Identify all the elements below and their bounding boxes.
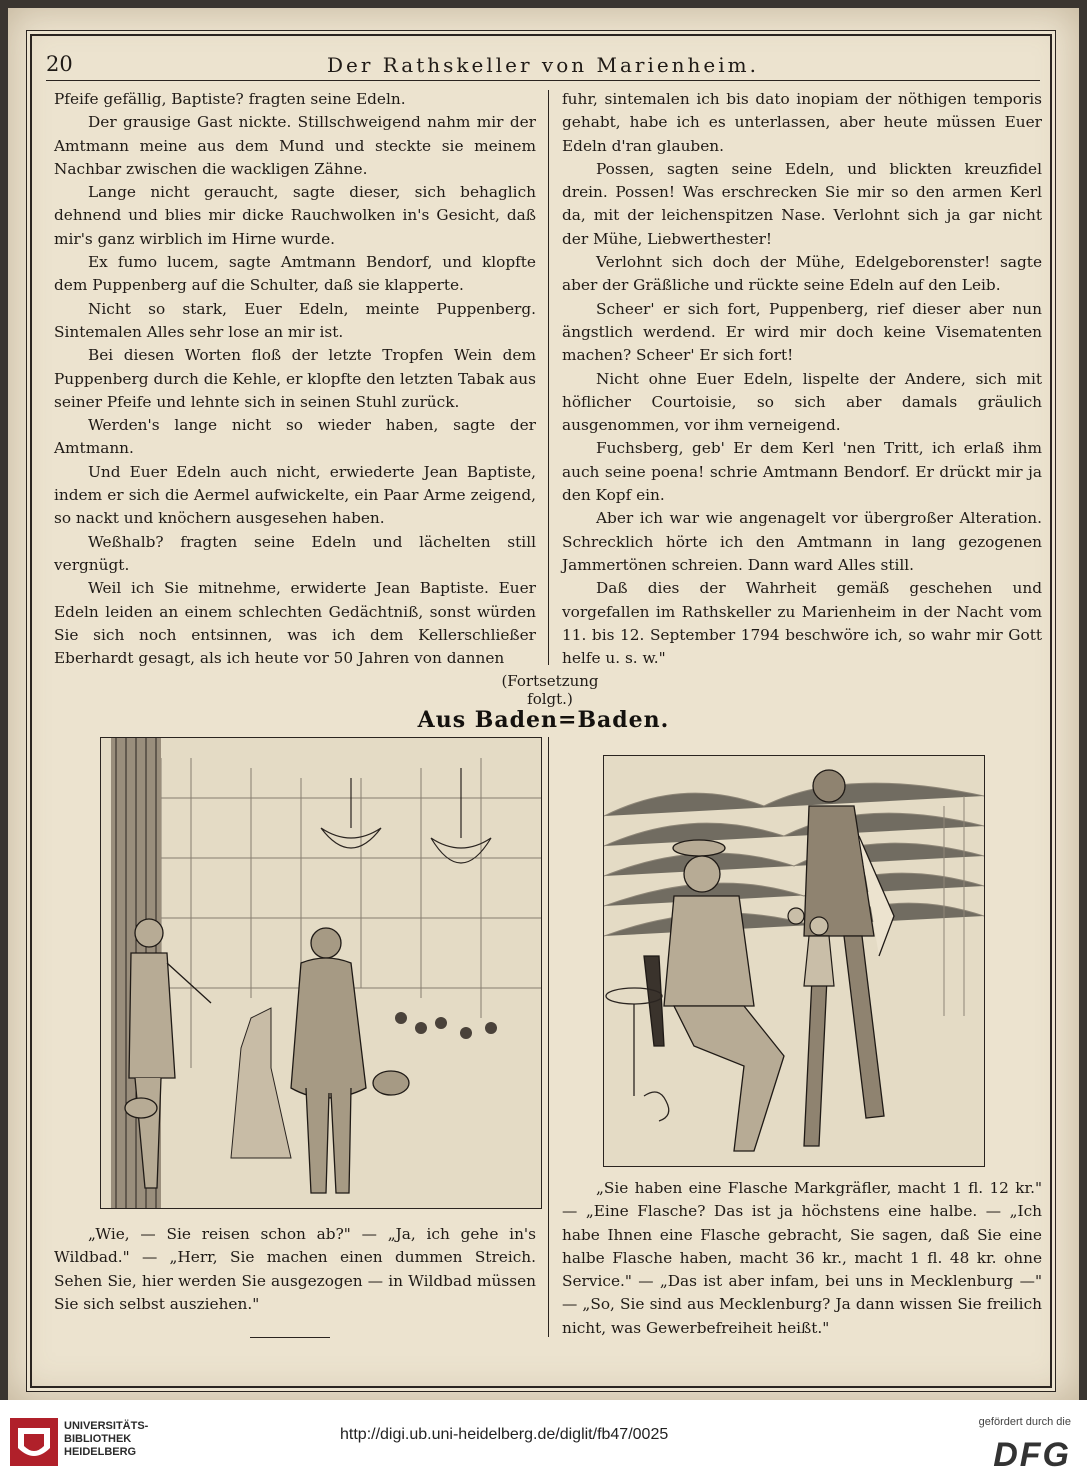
continuation-note: (Fortsetzung folgt.)	[501, 672, 599, 708]
paragraph: Werden's lange nicht so wieder haben, sagte der Amtmann.	[54, 416, 536, 458]
paragraph: Nicht so stark, Euer Edeln, meinte Puppenberg. Sintemalen Alles sehr lose an mir ist.	[54, 299, 536, 341]
paragraph: Weßhalb? fragten seine Edeln und lächelten still vergnügt.	[54, 532, 536, 574]
paragraph: Fuchsberg, geb' Er dem Kerl 'nen Tritt, ich erlaß ihm auch seine poena! schrie Amtmann Bendorf. Er drückt mir ja den Kopf ein.	[562, 439, 1042, 505]
paragraph: Nicht ohne Euer Edeln, lispelte der Andere, sich mit höflicher Courtoisie, so sich aber damals gräulich ausgenommen, vor ihm verneigend.	[562, 369, 1042, 435]
page-header	[46, 50, 1040, 81]
left-text-column	[54, 88, 536, 670]
paragraph: Daß dies der Wahrheit gemäß geschehen und vorgefallen im Rathskeller zu Marienheim in der Nacht vom 11. bis 12. September 1794 beschwöre ich, so wahr mir Gott helfe u. s. w."	[562, 579, 1042, 668]
illustration-waiter	[603, 755, 985, 1167]
right-text-column	[562, 88, 1042, 670]
paragraph: Der grausige Gast nickte. Stillschweigend nahm mir der Amtmann meine aus dem Mund und steckte sie meinem Nachbar zwischen die wackligen Zähne.	[54, 113, 536, 178]
dfg-logo: DFG	[993, 1436, 1071, 1474]
paragraph: Pfeife gefällig, Baptiste? fragten seine Edeln.	[54, 90, 406, 108]
paragraph: Ex fumo lucem, sagte Amtmann Bendorf, und klopfte dem Puppenberg auf die Schulter, daß sie klapperte.	[54, 253, 536, 295]
paragraph: Und Euer Edeln auch nicht, erwiederte Jean Baptiste, indem er sich die Aermel aufwickelte, ein Paar Arme zeigend, so nackt und knöchern ausgesehen haben.	[54, 462, 536, 528]
caption-divider	[548, 737, 549, 1337]
library-footer	[0, 1400, 1087, 1483]
paragraph: fuhr, sintemalen ich bis dato inopiam der nöthigen temporis gehabt, habe ich es unterlassen, aber heute müssen Euer Edeln d'ran glauben.	[562, 90, 1042, 155]
page-number: 20	[46, 52, 73, 76]
paragraph: Scheer' er sich fort, Puppenberg, rief dieser aber nun ängstlich werdend. Er wird mir doch keine Visematenten machen? Scheer' Er sich fort!	[562, 299, 1042, 365]
illustration-ballroom	[100, 737, 542, 1209]
caption-left	[54, 1223, 536, 1316]
caption-text: „Wie, — Sie reisen schon ab?" — „Ja, ich gehe in's Wildbad." — „Herr, Sie machen einen dummen Streich. Sehen Sie, hier werden Sie ausgezogen — in Wildbad müssen Sie sich selbst ausziehen."	[54, 1225, 536, 1313]
paragraph: Aber ich war wie angenagelt vor übergroßer Alteration. Schrecklich hörte ich den Amtmann in lang gezogenen Jammertönen schreien. Dann ward Alles still.	[562, 509, 1042, 574]
paragraph: Bei diesen Worten floß der letzte Tropfen Wein dem Puppenberg durch die Kehle, er klopfte den letzten Tabak aus seiner Pfeife und lehnte sich in seinen Stuhl zurück.	[54, 346, 536, 411]
paragraph: Weil ich Sie mitnehme, erwiderte Jean Baptiste. Euer Edeln leiden an einem schlechten Gedächtniß, sonst würden Sie sich noch entsinnen, was ich dem Kellerschließer Eberhardt gesagt, als ich heute vor 50 Jahren von dannen	[54, 579, 536, 668]
paragraph: Possen, sagten seine Edeln, und blickten kreuzfidel drein. Possen! Was erschrecken Sie mir so den armen Kerl da, mit der leichenspitzen Nase. Verlohnt sich ja gar nicht der Mühe, Liebwerthester!	[562, 159, 1042, 248]
caption-text: „Sie haben eine Flasche Markgräfler, macht 1 fl. 12 kr." — „Eine Flasche? Das ist ja höchstens eine halbe. — „Ich habe Ihnen eine Flasche gebracht, Sie sagen, daß Sie eine halbe Flasche haben, macht 36 kr., macht 1 fl. 48 kr. ohne Service." — „Das ist aber infam, bei uns in Mecklenburg —" — „So, Sie sind aus Mecklenburg? Ja dann wissen Sie freilich nicht, was Gewerbefreiheit heißt."	[562, 1179, 1042, 1337]
footer-rule	[250, 1337, 330, 1338]
paragraph: Verlohnt sich doch der Mühe, Edelgeborenster! sagte aber der Gräßliche und rückte seine Edeln auf den Leib.	[562, 253, 1042, 295]
caption-right	[562, 1177, 1042, 1340]
page-url-link[interactable]: http://digi.ub.uni-heidelberg.de/diglit/fb47/0025	[340, 1426, 669, 1443]
running-title: Der Rathskeller von Marienheim.	[326, 53, 759, 77]
funding-note: gefördert durch die	[978, 1416, 1071, 1428]
university-seal-icon	[10, 1418, 58, 1466]
institution-name: UNIVERSITÄTS-BIBLIOTHEK HEIDELBERG	[64, 1420, 149, 1458]
column-divider	[548, 90, 549, 665]
paragraph: Lange nicht geraucht, sagte dieser, sich behaglich dehnend und blies mir dicke Rauchwolken in's Gesicht, daß mir's ganz wirblich im Hirne wurde.	[54, 183, 536, 248]
section-title: Aus Baden=Baden.	[417, 707, 670, 733]
